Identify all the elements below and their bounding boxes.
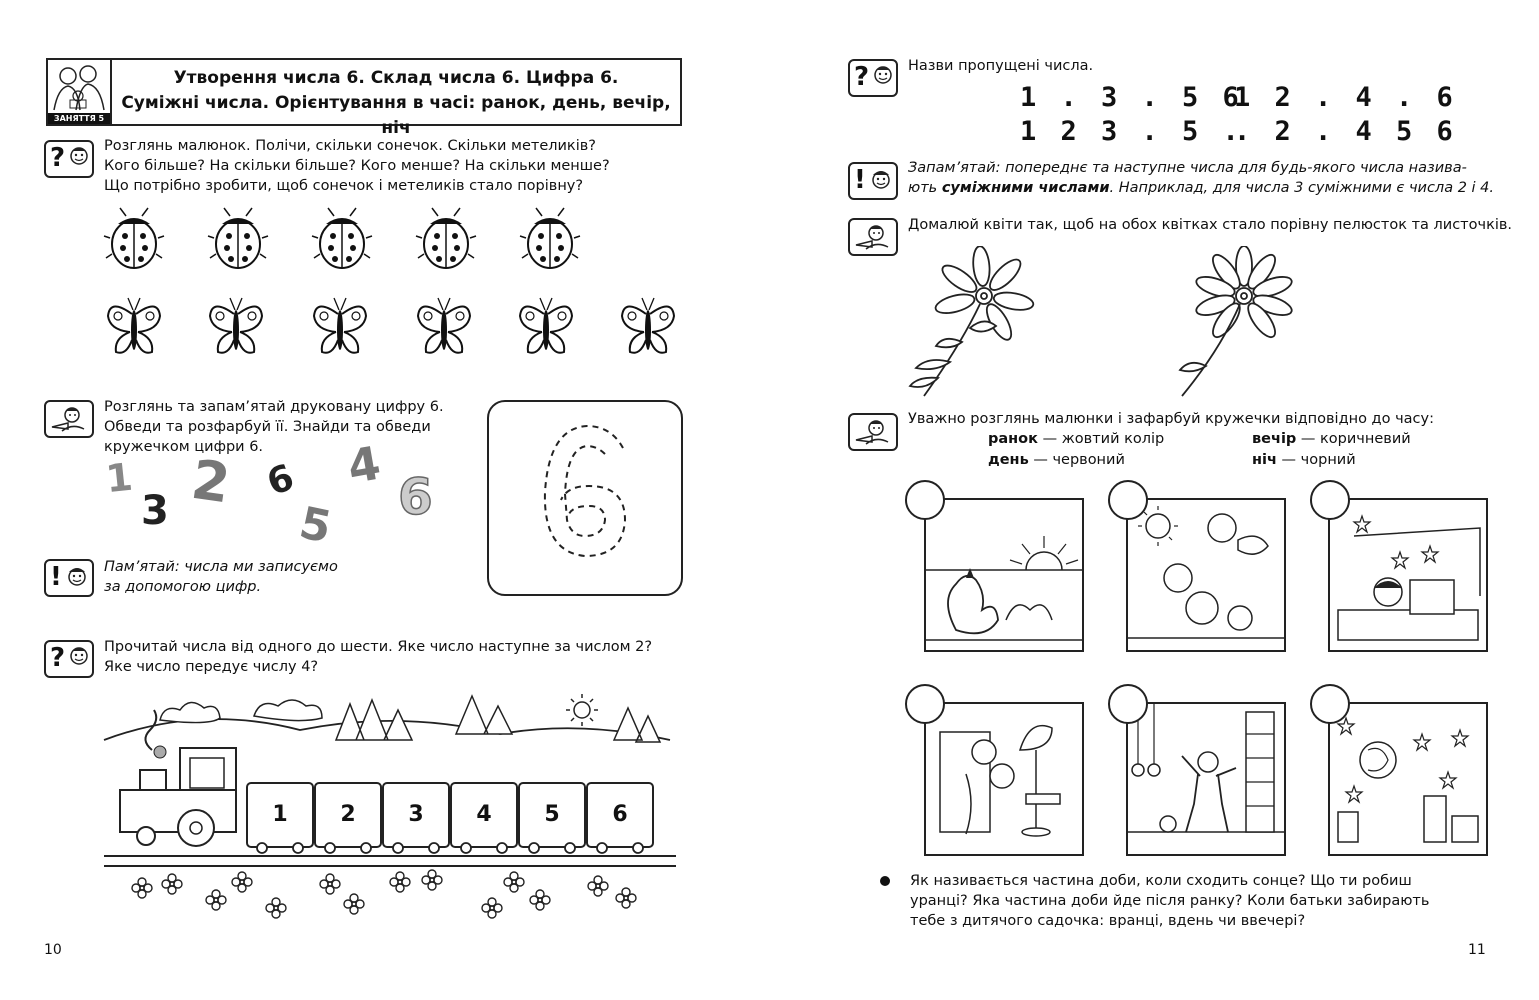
missing-instruction: Назви пропущені числа. [908,58,1094,74]
task3-text [104,637,652,677]
ladybug-icon [208,208,268,268]
wagon-wheels [240,838,660,858]
picture-day-flowers [1126,498,1286,652]
time-circle-4[interactable] [905,684,945,724]
remember-left [104,557,338,597]
task1-line1: Розглянь малюнок. Полічи, скільки сонечок. Скільки метеликів? [104,138,596,154]
pencil-child-icon-2 [848,218,898,256]
pencil-child-icon-3 [848,413,898,451]
final-question-line3: тебе з дитячого садочка: вранці, вдень чи ввечері? [910,913,1306,929]
time-instruction: Уважно розглянь малюнки і зафарбуй кружечки відповідно до часу: [908,411,1434,427]
butterfly-icon [314,298,366,353]
final-question [910,871,1429,931]
task1-line2: Кого більше? На скільки більше? Кого менше? На скільки менше? [104,158,610,174]
remember-right [908,158,1494,198]
digit-6-dark: 6 [261,456,300,505]
final-question-line2: уранці? Яка частина доби йде після ранку? Коли батьки забирають [910,893,1430,909]
digit-6-outline: 6 [398,468,433,526]
flowers-instruction: Домалюй квіти так, щоб на обох квітках стало порівну пелюсток та листочків. [908,217,1513,233]
digit-3: 3 [141,488,169,534]
missing-row1-left: 1 . 3 . 5 6 [1020,82,1243,113]
lesson-title-line1: Утворення числа 6. Склад числа 6. Цифра 6. [173,68,619,88]
task3-line1: Прочитай числа від одного до шести. Яке число наступне за числом 2? [104,639,653,655]
wagon-5: 5 [518,782,586,848]
exclamation-icon: ! [44,559,94,597]
legend-evening: вечір — коричневий [1252,431,1411,447]
digit-5: 5 [295,497,336,554]
digit-4: 4 [343,435,385,495]
pencil-child-icon [44,400,94,438]
bullet-icon [880,876,890,886]
task2-line3: кружечком цифри 6. [104,439,264,455]
wagon-3: 3 [382,782,450,848]
lesson-illustration [48,60,112,124]
dashed-six-icon [489,402,681,594]
task1-line3: Що потрібно зробити, щоб сонечок і метеликів стало порівну? [104,178,584,194]
flowers-illustration [900,246,1300,402]
exclamation-icon-2: ! [848,162,898,200]
task2-line2: Обведи та розфарбуй її. Знайди та обведи [104,419,431,435]
missing-row2-left: 1 2 3 . 5 . [1020,116,1243,147]
trace-digit-box [487,400,683,596]
butterfly-icon [520,298,572,353]
lesson-title [112,66,680,141]
wagon-1: 1 [246,782,314,848]
adjacent-numbers-term: суміжними числами [941,180,1110,196]
final-question-line1: Як називається частина доби, коли сходить сонце? Що ти робиш [910,873,1412,889]
question-icon-2: ? [44,640,94,678]
butterfly-icon [622,298,674,353]
missing-row2-right: . 2 . 4 5 6 [1234,116,1457,147]
time-circle-2[interactable] [1108,480,1148,520]
task1-text [104,136,610,196]
digit-2: 2 [187,447,234,516]
wagon-2: 2 [314,782,382,848]
remember-left-line1: Пам’ятай: числа ми записуємо [104,559,338,575]
page-number-right: 11 [1468,942,1486,958]
remember-right-line1: Запам’ятай: попереднє та наступне числа для будь-якого числа назива- [908,160,1467,176]
remember-left-line2: за допомогою цифр. [104,579,262,595]
ladybug-icon [520,208,580,268]
lesson-title-line2: Суміжні числа. Орієнтування в часі: ранок, день, вечір, ніч [121,93,671,138]
time-circle-5[interactable] [1108,684,1148,724]
legend-day: день — червоний [988,452,1125,468]
picture-morning-exercise [1126,702,1286,856]
picture-evening-family [924,702,1084,856]
remember-right-line2: ють суміжними числами. Наприклад, для числа 3 суміжними є числа 2 і 4. [908,180,1494,196]
lesson-header [46,58,682,138]
task2-text [104,397,444,457]
task2-line1: Розглянь та запам’ятай друковану цифру 6. [104,399,444,415]
legend-night: ніч — чорний [1252,452,1356,468]
butterfly-icon [108,298,160,353]
ladybug-icon [416,208,476,268]
legend-morning: ранок — жовтий колір [988,431,1165,447]
lesson-tag: ЗАНЯТТЯ 5 [48,113,110,124]
picture-night-moon [1328,702,1488,856]
question-icon-3: ? [848,59,898,97]
ladybug-icon [312,208,372,268]
missing-row1-right: 1 2 . 4 . 6 [1234,82,1457,113]
time-circle-3[interactable] [1310,480,1350,520]
wagon-4: 4 [450,782,518,848]
picture-child-sleeping [1328,498,1488,652]
counting-illustration [100,200,680,360]
digit-1: 1 [103,454,135,502]
picture-sunrise-rooster [924,498,1084,652]
butterfly-icon [210,298,262,353]
butterfly-icon [418,298,470,353]
task3-line2: Яке число передує числу 4? [104,659,319,675]
page-number-left: 10 [44,942,62,958]
time-circle-6[interactable] [1310,684,1350,724]
ladybug-icon [104,208,164,268]
question-icon: ? [44,140,94,178]
time-circle-1[interactable] [905,480,945,520]
wagon-6: 6 [586,782,654,848]
